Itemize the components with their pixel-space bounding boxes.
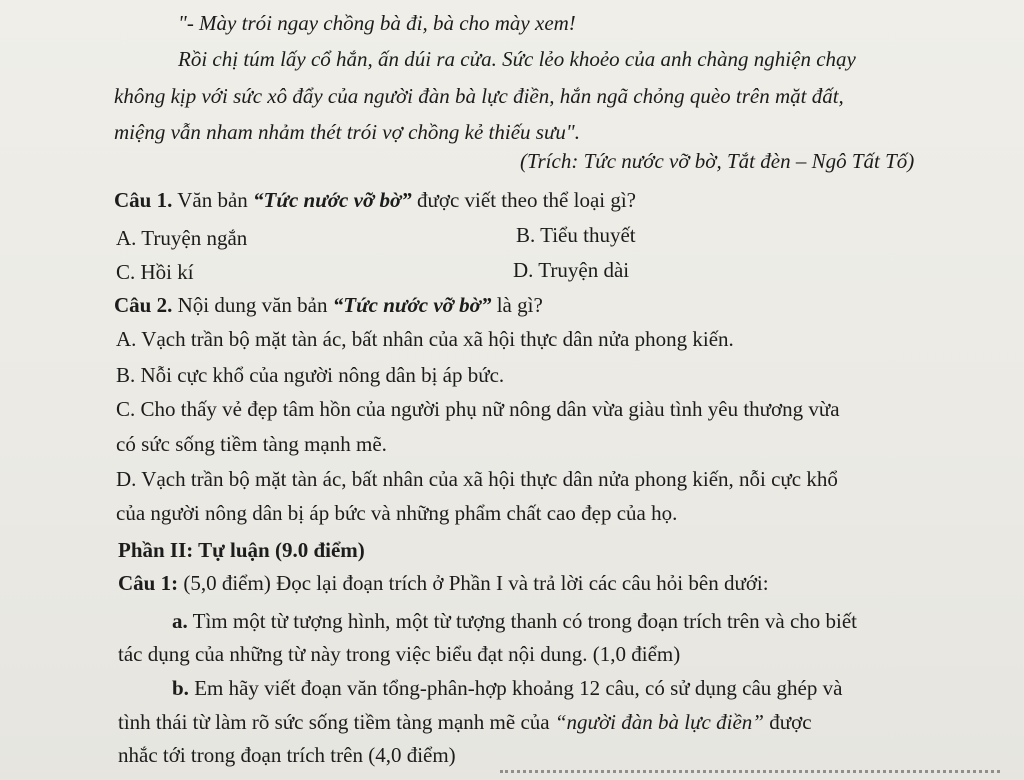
section-heading: Phần II: Tự luận (9.0 điểm): [118, 538, 365, 562]
part-label: b.: [172, 676, 189, 700]
question-text: được viết theo thể loại gì?: [411, 188, 637, 212]
work-title: “Tức nước vỡ bờ”: [332, 293, 492, 317]
option-d: D. Vạch trần bộ mặt tàn ác, bất nhân của xã hội thực dân nửa phong kiến, nỗi cực khổ: [116, 467, 838, 491]
passage-line: miệng vẫn nham nhảm thét trói vợ chồng kẻ thiếu sưu".: [114, 120, 580, 144]
option-a: A. Vạch trần bộ mặt tàn ác, bất nhân của xã hội thực dân nửa phong kiến.: [116, 327, 734, 351]
essay-part-a-continued: tác dụng của những từ này trong việc biểu đạt nội dung. (1,0 điểm): [118, 642, 681, 666]
question-text: Nội dung văn bản: [172, 293, 333, 317]
option-c-continued: có sức sống tiềm tàng mạnh mẽ.: [116, 432, 387, 456]
passage-line: "- Mày trói ngay chồng bà đi, bà cho mày xem!: [178, 11, 576, 35]
question-label: Câu 1:: [118, 571, 179, 595]
question-label: Câu 1.: [114, 188, 173, 212]
question-2: [114, 292, 543, 318]
question-text: (5,0 điểm) Đọc lại đoạn trích ở Phần I và trả lời các câu hỏi bên dưới:: [178, 571, 769, 595]
passage-citation: (Trích: Tức nước vỡ bờ, Tắt đèn – Ngô Tất Tố): [520, 149, 915, 173]
question-text: Văn bản: [172, 188, 254, 212]
question-text: là gì?: [491, 293, 543, 317]
option-c: C. Hồi kí: [116, 260, 194, 284]
essay-part-b-continued: nhắc tới trong đoạn trích trên (4,0 điểm): [118, 743, 456, 767]
question-label: Câu 2.: [114, 293, 173, 317]
part-text: Em hãy viết đoạn văn tổng-phân-hợp khoảng 12 câu, có sử dụng câu ghép và: [188, 676, 843, 700]
work-title: “Tức nước vỡ bờ”: [253, 188, 412, 212]
essay-part-b-continued: [118, 709, 812, 735]
option-b: B. Nỗi cực khổ của người nông dân bị áp bức.: [116, 363, 505, 387]
passage-line: không kịp với sức xô đẩy của người đàn bà lực điền, hắn ngã chỏng quèo trên mặt đất,: [114, 84, 844, 108]
option-d: D. Truyện dài: [513, 258, 630, 282]
cut-off-top-line: [60, 0, 1000, 6]
essay-part-b: [172, 675, 842, 701]
part-label: a.: [172, 609, 188, 633]
quoted-phrase: “người đàn bà lực điền”: [554, 710, 764, 734]
option-a: A. Truyện ngắn: [116, 226, 248, 250]
question-1: [114, 187, 636, 213]
part-text: được: [763, 710, 812, 734]
essay-question-1: [118, 570, 769, 596]
part-text: tình thái từ làm rõ sức sống tiềm tàng mạnh mẽ của: [118, 710, 555, 734]
option-b: B. Tiểu thuyết: [516, 223, 636, 247]
essay-part-a: [172, 608, 857, 634]
passage-line: Rồi chị túm lấy cổ hắn, ấn dúi ra cửa. Sức lẻo khoẻo của anh chàng nghiện chạy: [178, 47, 856, 71]
option-c: C. Cho thấy vẻ đẹp tâm hồn của người phụ nữ nông dân vừa giàu tình yêu thương vừa: [116, 397, 840, 421]
part-text: Tìm một từ tượng hình, một từ tượng thanh có trong đoạn trích trên và cho biết: [187, 609, 858, 633]
cut-off-bottom-line: [500, 770, 1000, 780]
option-d-continued: của người nông dân bị áp bức và những phẩm chất cao đẹp của họ.: [116, 501, 678, 525]
